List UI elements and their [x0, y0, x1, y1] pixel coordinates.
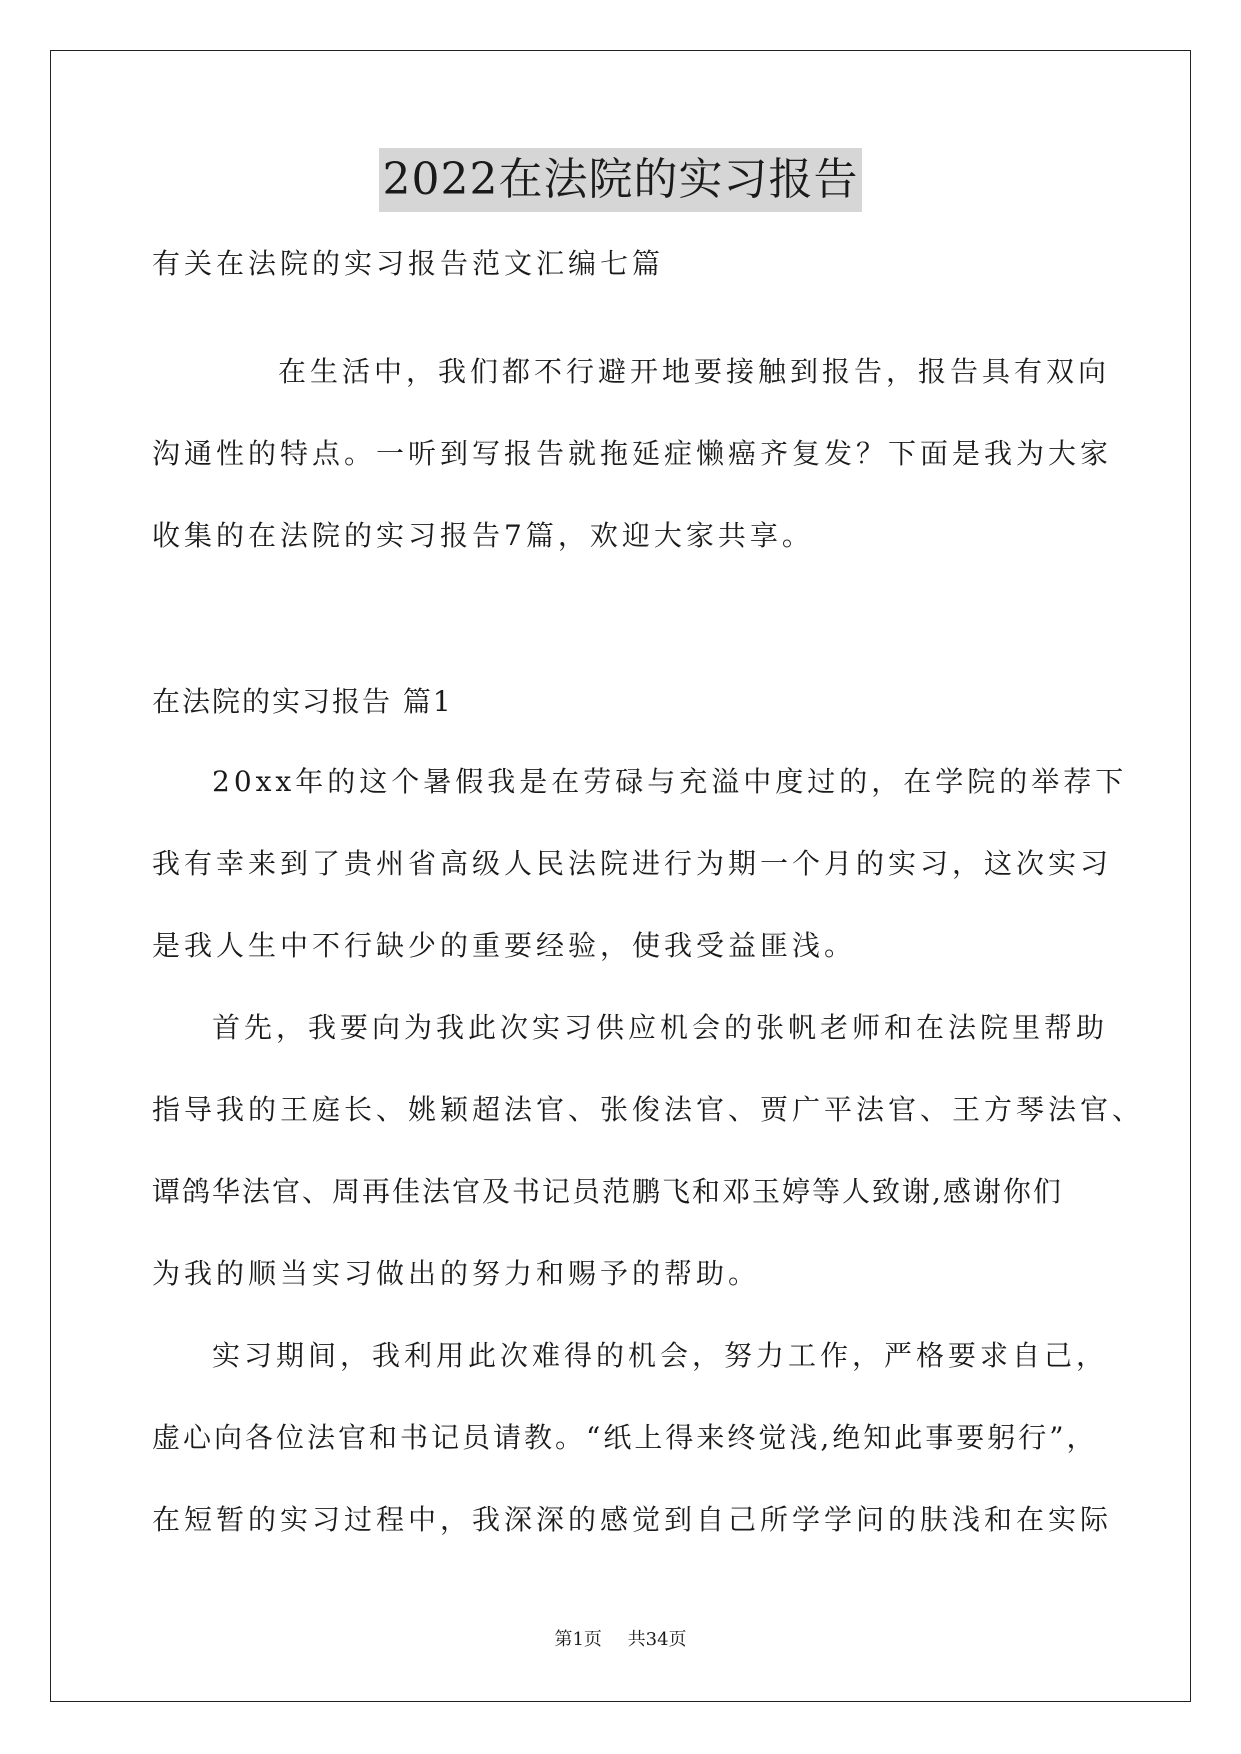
paragraph-2-line-4: 为我的顺当实习做出的努力和赐予的帮助。 — [152, 1257, 761, 1290]
intro-line-3: 收集的在法院的实习报告7篇，欢迎大家共享。 — [152, 519, 814, 552]
intro-line-1: 在生活中，我们都不行避开地要接触到报告，报告具有双向 — [278, 355, 1111, 388]
paragraph-3-line-1: 实习期间，我利用此次难得的机会，努力工作，严格要求自己， — [212, 1339, 1109, 1372]
paragraph-1-line-2: 我有幸来到了贵州省高级人民法院进行为期一个月的实习，这次实习 — [152, 847, 1113, 880]
page-footer — [0, 1628, 1241, 1652]
page-number: 第1页 — [554, 1629, 602, 1650]
paragraph-3-line-2: 虚心向各位法官和书记员请教。“纸上得来终觉浅,绝知此事要躬行”， — [152, 1421, 1098, 1454]
paragraph-1-line-3: 是我人生中不行缺少的重要经验，使我受益匪浅。 — [152, 929, 857, 962]
paragraph-2-line-2: 指导我的王庭长、姚颖超法官、张俊法官、贾广平法官、王方琴法官、 — [152, 1093, 1145, 1126]
section-heading: 在法院的实习报告 篇1 — [152, 685, 453, 718]
paragraph-1-line-1: 20xx年的这个暑假我是在劳碌与充溢中度过的，在学院的举荐下 — [212, 765, 1128, 798]
paragraph-3-line-3: 在短暂的实习过程中，我深深的感觉到自己所学学问的肤浅和在实际 — [152, 1503, 1113, 1536]
title-container — [0, 148, 1241, 212]
paragraph-2-line-1: 首先，我要向为我此次实习供应机会的张帆老师和在法院里帮助 — [212, 1011, 1109, 1044]
subtitle-line: 有关在法院的实习报告范文汇编七篇 — [152, 247, 665, 280]
intro-line-2: 沟通性的特点。一听到写报告就拖延症懒癌齐复发？下面是我为大家 — [152, 437, 1113, 470]
document-title: 2022在法院的实习报告 — [379, 148, 863, 212]
page-total: 共34页 — [627, 1629, 687, 1650]
paragraph-2-line-3: 谭鸽华法官、周再佳法官及书记员范鹏飞和邓玉婷等人致谢,感谢你们 — [152, 1175, 1063, 1208]
